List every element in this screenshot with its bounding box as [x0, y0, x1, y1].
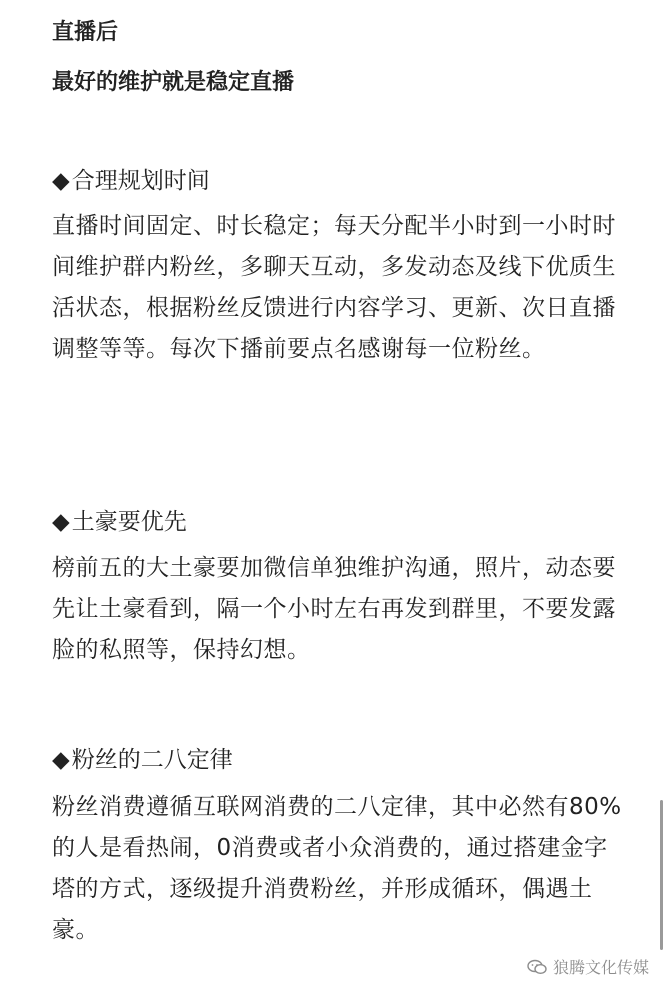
section-title-vip-priority: [52, 509, 187, 535]
diamond-bullet-icon: ◆: [52, 168, 70, 194]
section-title-text: 粉丝的二八定律: [71, 747, 233, 773]
section-body-pareto-rule: 粉丝消费遵循互联网消费的二八定律，其中必然有80%的人是看热闹，0消费或者小众消费的，通过搭建金字塔的方式，逐级提升消费粉丝，并形成循环，偶遇土豪。: [52, 794, 622, 943]
watermark: [527, 955, 649, 978]
watermark-text: 狼腾文化传媒: [552, 958, 649, 977]
section-title-time-planning: [52, 168, 210, 194]
diamond-bullet-icon: ◆: [52, 509, 70, 535]
section-title-text: 土豪要优先: [71, 509, 187, 535]
diamond-bullet-icon: ◆: [52, 747, 70, 773]
wechat-icon: [527, 959, 547, 975]
section-body-vip-priority: 榜前五的大土豪要加微信单独维护沟通，照片，动态要先让土豪看到，隔一个小时左右再发到群里，不要发露脸的私照等，保持幻想。: [52, 555, 616, 663]
section-title-text: 合理规划时间: [71, 168, 210, 194]
section-body-time-planning: 直播时间固定、时长稳定；每天分配半小时到一小时时间维护群内粉丝，多聊天互动，多发动态及线下优质生活状态，根据粉丝反馈进行内容学习、更新、次日直播调整等等。每次下播前要点名感谢每一位粉丝。: [52, 213, 616, 362]
scrollbar[interactable]: [660, 800, 663, 950]
article-subtitle: 最好的维护就是稳定直播: [52, 70, 295, 95]
article-title: 直播后: [52, 20, 119, 45]
section-title-pareto-rule: [52, 747, 233, 773]
